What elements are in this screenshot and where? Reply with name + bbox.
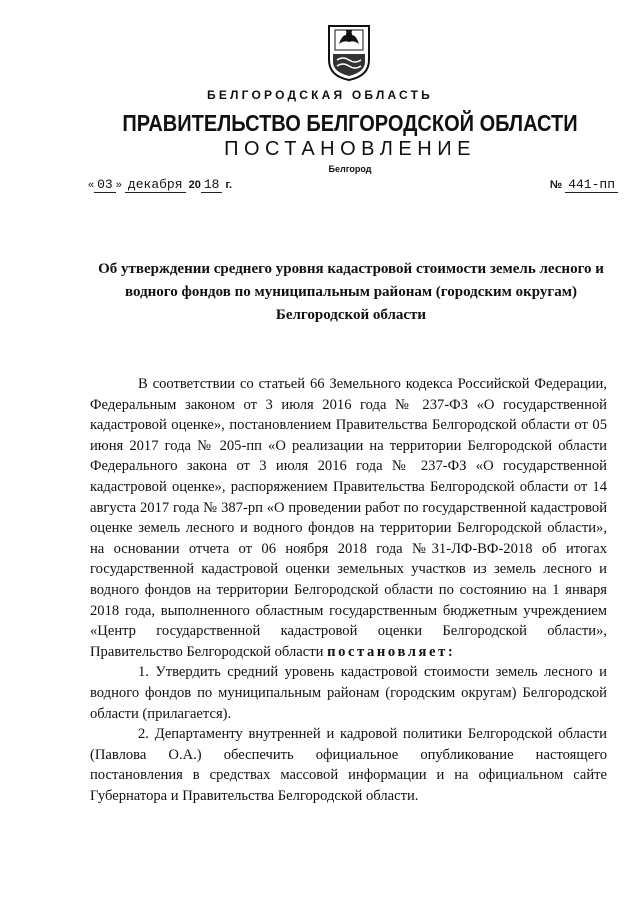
document-date — [88, 177, 232, 192]
quote-open: « — [88, 179, 95, 191]
date-year-prefix: 20 — [188, 179, 201, 191]
date-year-suffix: 18 — [201, 177, 223, 193]
document-number — [550, 177, 618, 192]
number-value: 441-пп — [565, 177, 618, 193]
region-heading: БЕЛГОРОДСКАЯ ОБЛАСТЬ — [207, 88, 433, 102]
date-month: декабря — [125, 177, 186, 193]
quote-close: » — [115, 179, 122, 191]
government-heading: ПРАВИТЕЛЬСТВО БЕЛГОРОДСКОЙ ОБЛАСТИ — [122, 110, 578, 136]
date-day: 03 — [94, 177, 116, 193]
paragraph-item-1: 1. Утвердить средний уровень кадастровой стоимости земель лесного и водного фондов по муниципальным районам (городским округам) Белгородской области (прилагается). — [90, 664, 607, 722]
city-label: Белгород — [328, 164, 372, 174]
date-year-unit: г. — [225, 179, 233, 191]
belgorod-coat-of-arms-icon — [325, 22, 373, 82]
preamble-text: В соответствии со статьей 66 Земельного кодекса Российской Федерации, Федеральным законом от 3 июля 2016 года № 237-ФЗ «О государственной кадастровой оценке», постановлением Правительства Белгородской области от 05 июня 2017 года № 205-пп «О реализации на территории Белгородской области Федерального закона от 3 июля 2016 года № 237-ФЗ «О государственной кадастровой оценке», распоряжением Правительства Белгородской области от 14 августа 2017 года № 387-рп «О проведении работ по государственной кадастровой оценке земель лесного и водного фондов на территории Белгородской области», на основании отчета от 06 ноября 2018 года №31-ЛФ-ВФ-2018 об итогах государственной кадастровой оценки земельных участков из земель лесного и водного фондов на территории Белгородской области по состоянию на 1 января 2018 года, выполненного областным государственным бюджетным учреждением «Центр государственной кадастровой оценки Белгородской области», Правительство Белгородской области — [90, 376, 607, 660]
paragraph-item-2: 2. Департаменту внутренней и кадровой политики Белгородской области (Павлова О.А.) обеспечить официальное опубликование настоящего постановления в средствах массовой информации и на официальном сайте Губернатора и Правительства Белгородской области. — [90, 726, 607, 804]
document-body — [90, 374, 607, 806]
paragraph-preamble — [90, 374, 607, 662]
document-type-heading: ПОСТАНОВЛЕНИЕ — [224, 138, 476, 160]
resolution-keyword: постановляет: — [327, 643, 456, 660]
document-title: Об утверждении среднего уровня кадастровой стоимости земель лесного и водного фондов по муниципальным районам (городским округам) Белгородской области — [98, 261, 604, 323]
number-label: № — [549, 179, 563, 191]
